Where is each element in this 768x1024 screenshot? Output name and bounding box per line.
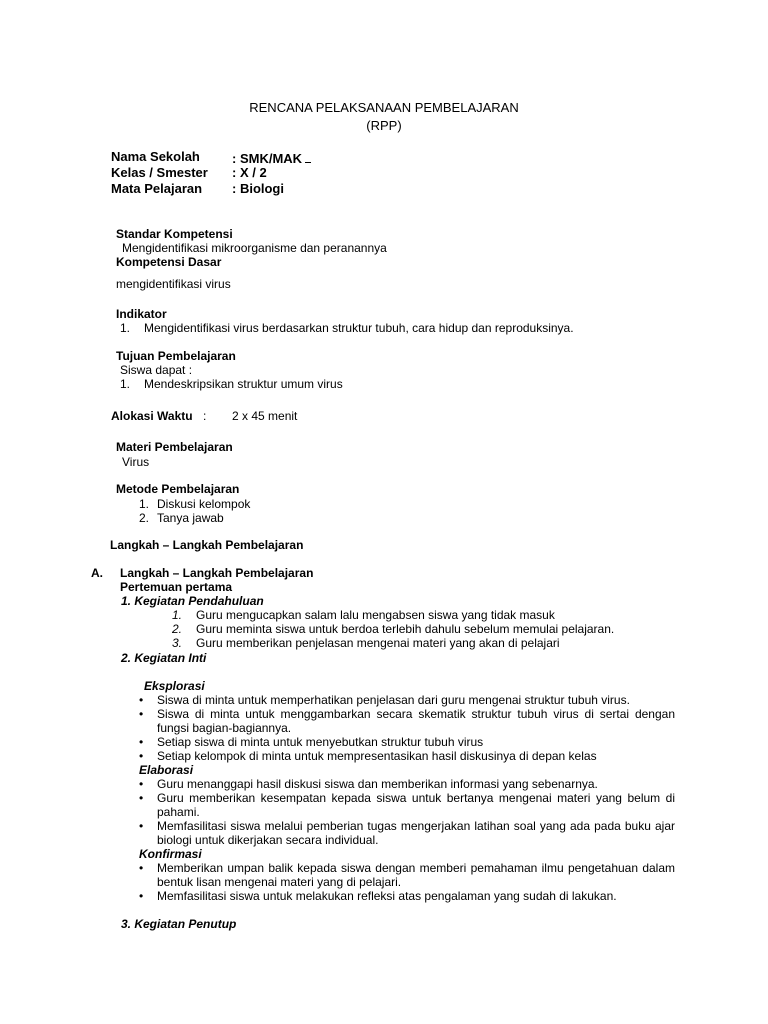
- eksplorasi-item: Setiap siswa di minta untuk menyebutkan struktur tubuh virus: [157, 735, 484, 749]
- kd-text: mengidentifikasi virus: [116, 277, 231, 291]
- konfirmasi-heading: Konfirmasi: [139, 847, 202, 861]
- pendahuluan-item: Guru mengucapkan salam lalu mengabsen siswa yang tidak masuk: [196, 608, 555, 622]
- pendahuluan-heading: 1. Kegiatan Pendahuluan: [121, 594, 264, 608]
- bullet-icon: •: [139, 749, 144, 763]
- bullet-icon: •: [139, 861, 144, 875]
- alokasi-value: 2 x 45 menit: [232, 409, 298, 423]
- materi-heading: Materi Pembelajaran: [116, 440, 233, 454]
- bullet-icon: •: [139, 735, 144, 749]
- pendahuluan-item: Guru meminta siswa untuk berdoa terlebih dahulu sebelum memulai pelajaran.: [196, 622, 615, 636]
- indikator-heading: Indikator: [116, 307, 167, 321]
- sk-text: Mengidentifikasi mikroorganisme dan peranannya: [122, 241, 387, 255]
- metode-number: 1.: [139, 497, 150, 511]
- class-label: Kelas / Smester: [111, 165, 208, 180]
- indikator-item: Mengidentifikasi virus berdasarkan struktur tubuh, cara hidup dan reproduksinya.: [144, 321, 574, 335]
- bullet-icon: •: [139, 707, 144, 721]
- section-a-marker: A.: [91, 566, 103, 580]
- metode-number: 2.: [139, 511, 150, 525]
- pendahuluan-number: 3.: [172, 636, 183, 650]
- kd-heading: Kompetensi Dasar: [116, 255, 222, 269]
- tujuan-number: 1.: [120, 377, 131, 391]
- subject-label: Mata Pelajaran: [111, 181, 203, 196]
- elaborasi-item: Guru memberikan kesempatan kepada siswa untuk bertanya mengenai materi yang belum di pahami.: [157, 791, 675, 819]
- konfirmasi-item: Memfasilitasi siswa untuk melakukan refleksi atas pengalaman yang sudah di lakukan.: [157, 889, 617, 903]
- pertemuan-label: Pertemuan pertama: [120, 580, 233, 594]
- school-value: : SMK/MAK: [232, 150, 311, 166]
- metode-heading: Metode Pembelajaran: [116, 482, 240, 496]
- tujuan-item: Mendeskripsikan struktur umum virus: [144, 377, 343, 391]
- elaborasi-heading: Elaborasi: [139, 763, 194, 777]
- indikator-number: 1.: [120, 321, 131, 335]
- subject-value: : Biologi: [232, 181, 284, 196]
- pendahuluan-item: Guru memberikan penjelasan mengenai materi yang akan di pelajari: [196, 636, 560, 650]
- eksplorasi-item: Siswa di minta untuk memperhatikan penjelasan dari guru mengenai struktur tubuh virus.: [157, 693, 630, 707]
- tujuan-heading: Tujuan Pembelajaran: [116, 349, 236, 363]
- eksplorasi-heading: Eksplorasi: [144, 679, 205, 693]
- alokasi-colon: :: [203, 409, 207, 423]
- sk-heading: Standar Kompetensi: [116, 227, 233, 241]
- materi-text: Virus: [122, 455, 150, 469]
- document-subtitle: (RPP): [366, 118, 402, 133]
- section-a-heading: Langkah – Langkah Pembelajaran: [120, 566, 314, 580]
- eksplorasi-item: Siswa di minta untuk menggambarkan secara skematik struktur tubuh virus di sertai dengan fungsi bagian-bagiannya.: [157, 707, 675, 735]
- elaborasi-item: Guru menanggapi hasil diskusi siswa dan memberikan informasi yang sebenarnya.: [157, 777, 598, 791]
- pendahuluan-number: 1.: [172, 608, 183, 622]
- eksplorasi-item: Setiap kelompok di minta untuk mempresentasikan hasil diskusinya di depan kelas: [157, 749, 597, 763]
- metode-item: Tanya jawab: [157, 511, 224, 525]
- penutup-heading: 3. Kegiatan Penutup: [121, 917, 237, 931]
- konfirmasi-item: Memberikan umpan balik kepada siswa dengan memberi pemahaman ilmu pengetahuan dalam bentuk lisan mengenai materi yang di pelajari.: [157, 861, 675, 889]
- metode-item: Diskusi kelompok: [157, 497, 251, 511]
- pendahuluan-number: 2.: [172, 622, 183, 636]
- bullet-icon: •: [139, 791, 144, 805]
- document-title: RENCANA PELAKSANAAN PEMBELAJARAN: [249, 100, 519, 115]
- langkah-heading: Langkah – Langkah Pembelajaran: [110, 538, 304, 552]
- class-value: : X / 2: [232, 165, 267, 180]
- bullet-icon: •: [139, 693, 144, 707]
- bullet-icon: •: [139, 889, 144, 903]
- inti-heading: 2. Kegiatan Inti: [121, 651, 207, 665]
- bullet-icon: •: [139, 819, 144, 833]
- tujuan-intro: Siswa dapat :: [120, 363, 193, 377]
- bullet-icon: •: [139, 777, 144, 791]
- school-label: Nama Sekolah: [111, 149, 200, 164]
- alokasi-label: Alokasi Waktu: [111, 409, 193, 423]
- elaborasi-item: Memfasilitasi siswa melalui pemberian tugas mengerjakan latihan soal yang ada pada buku ajar biologi untuk dikerjakan secara individual.: [157, 819, 675, 847]
